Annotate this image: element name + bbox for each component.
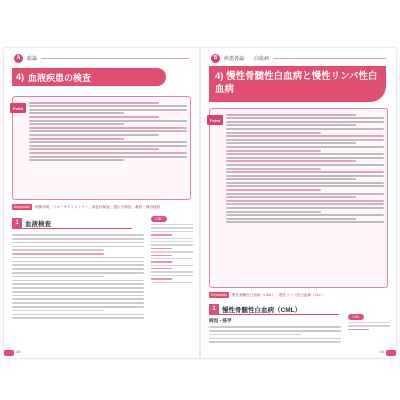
section-number: 4): [16, 72, 25, 82]
text-line: [12, 302, 144, 304]
chapter-sub-label: 白血病: [254, 55, 270, 62]
subsection-number: 1: [12, 218, 22, 228]
text-line: [12, 242, 144, 244]
right-page: [201, 48, 396, 358]
side-notes: [348, 314, 390, 332]
text-line: [12, 310, 104, 312]
text-line: [151, 268, 172, 269]
text-line: [226, 221, 384, 223]
subsection-heading: [209, 304, 339, 315]
text-line: [29, 148, 159, 150]
chapter-number: A: [14, 54, 23, 63]
text-line: [12, 272, 144, 274]
text-line: [29, 102, 159, 104]
text-line: [12, 295, 144, 297]
text-line: [226, 142, 356, 144]
chapter-label: 総論: [27, 55, 38, 62]
text-line: [226, 189, 321, 191]
text-line: [29, 152, 187, 154]
text-line: [29, 112, 124, 114]
section-title: [12, 68, 166, 86]
keyword-list: 骨髄穿刺、フローサイトメトリー、染色体検査、遺伝子検査、凝固・線溶検査: [34, 204, 161, 209]
text-line: [151, 255, 172, 256]
text-line: [12, 264, 144, 266]
keyword-row: [209, 292, 388, 298]
text-line: [226, 157, 384, 159]
text-line: [151, 238, 193, 239]
text-line: [226, 207, 384, 209]
text-line: [151, 265, 193, 266]
text-line: [12, 246, 144, 248]
text-line: [226, 185, 384, 187]
text-line: [12, 280, 144, 282]
text-line: [12, 291, 144, 293]
text-line: [12, 287, 144, 289]
text-line: [226, 218, 356, 220]
book-spread: [4, 48, 396, 358]
text-line: [348, 329, 369, 330]
keyword-tag: Keywords: [14, 205, 30, 209]
text-line: [226, 200, 384, 202]
text-line: [29, 120, 187, 122]
text-line: [226, 117, 384, 119]
text-line: [348, 322, 390, 323]
text-line: [209, 341, 341, 343]
subsection-heading: [12, 218, 132, 229]
side-note-badge: CML: [348, 314, 364, 320]
text-line: [226, 139, 384, 141]
sub-subsection-title: 病因・疫学: [209, 318, 232, 323]
text-line: [12, 283, 144, 285]
chapter-header: [211, 54, 386, 62]
left-page: [4, 48, 199, 358]
text-line: [151, 231, 193, 232]
text-line: [226, 124, 356, 126]
text-line: [12, 314, 144, 316]
section-title-text: 血液疾患の検査: [28, 72, 92, 83]
text-line: [348, 325, 390, 326]
chapter-rule: [41, 58, 189, 59]
point-tag: Point: [10, 103, 26, 113]
text-line: [209, 334, 301, 336]
text-line: [12, 234, 144, 236]
text-line: [12, 249, 104, 251]
text-line: [226, 132, 321, 134]
text-line: [151, 261, 172, 262]
text-line: [226, 196, 356, 198]
text-line: [12, 306, 144, 308]
text-line: [29, 138, 124, 140]
text-line: [226, 153, 384, 155]
text-line: [151, 251, 193, 252]
text-line: [12, 268, 144, 270]
text-line: [29, 105, 187, 107]
body-text: [209, 318, 341, 345]
text-line: [29, 116, 159, 118]
text-line: [151, 282, 193, 283]
text-line: [29, 141, 187, 143]
text-line: [151, 241, 193, 242]
corner-tab: [386, 350, 396, 356]
text-line: [29, 109, 187, 111]
body-text: [12, 232, 144, 321]
text-line: [151, 234, 172, 235]
text-line: [226, 146, 384, 148]
text-line: [12, 257, 144, 259]
text-line: [226, 182, 384, 184]
chapter-header: [14, 54, 189, 62]
text-line: [12, 238, 144, 240]
text-line: [226, 168, 321, 170]
side-notes: [151, 216, 193, 285]
keyword-tag: Keywords: [211, 293, 227, 297]
chapter-label: 疾患各論: [224, 55, 245, 62]
text-line: [12, 261, 144, 263]
text-line: [226, 135, 384, 137]
text-line: [29, 123, 124, 125]
subsection-number: 1: [209, 304, 219, 314]
point-tag: Point: [207, 115, 223, 125]
text-line: [209, 338, 341, 340]
text-line: [12, 317, 144, 319]
text-line: [151, 224, 193, 225]
text-line: [29, 134, 159, 136]
keyword-row: [12, 204, 191, 210]
text-line: [151, 227, 193, 228]
point-box: [209, 108, 388, 288]
text-line: [226, 203, 384, 205]
text-line: [226, 214, 384, 216]
text-line: [29, 127, 187, 129]
text-line: [12, 253, 104, 255]
text-line: [226, 178, 356, 180]
text-line: [29, 130, 187, 132]
point-box: [12, 96, 191, 200]
text-line: [29, 156, 187, 158]
chapter-number: B: [211, 54, 220, 63]
text-line: [151, 258, 193, 259]
page-number: 48: [16, 349, 21, 354]
text-line: [226, 160, 356, 162]
text-line: [12, 276, 104, 278]
text-line: [29, 145, 187, 147]
text-line: [151, 271, 193, 272]
text-line: [151, 278, 172, 279]
text-line: [226, 193, 384, 195]
subsection-title: 慢性骨髄性白血病（CML）: [222, 306, 302, 314]
text-line: [29, 159, 124, 161]
section-title: 4) 慢性骨髄性白血病と慢性リンパ性白血病: [209, 66, 386, 102]
text-line: [226, 175, 384, 177]
text-line: [226, 150, 321, 152]
text-line: [209, 326, 341, 328]
subsection-title: 血液検査: [25, 220, 51, 228]
text-line: [226, 128, 384, 130]
text-line: [226, 114, 356, 116]
keyword-list: 慢性骨髄性白血病（CML）、慢性リンパ性白血病（CLL）: [231, 292, 325, 297]
text-line: [226, 211, 321, 213]
chapter-rule: [273, 58, 386, 59]
text-line: [226, 171, 384, 173]
text-line: [151, 244, 193, 245]
text-line: [226, 121, 384, 123]
side-note-badge: CBC: [151, 216, 167, 222]
text-line: [209, 330, 341, 332]
corner-tab: [4, 350, 14, 356]
page-number: 49: [379, 349, 384, 354]
text-line: [151, 248, 172, 249]
text-line: [12, 298, 144, 300]
text-line: [226, 164, 384, 166]
text-line: [151, 275, 193, 276]
